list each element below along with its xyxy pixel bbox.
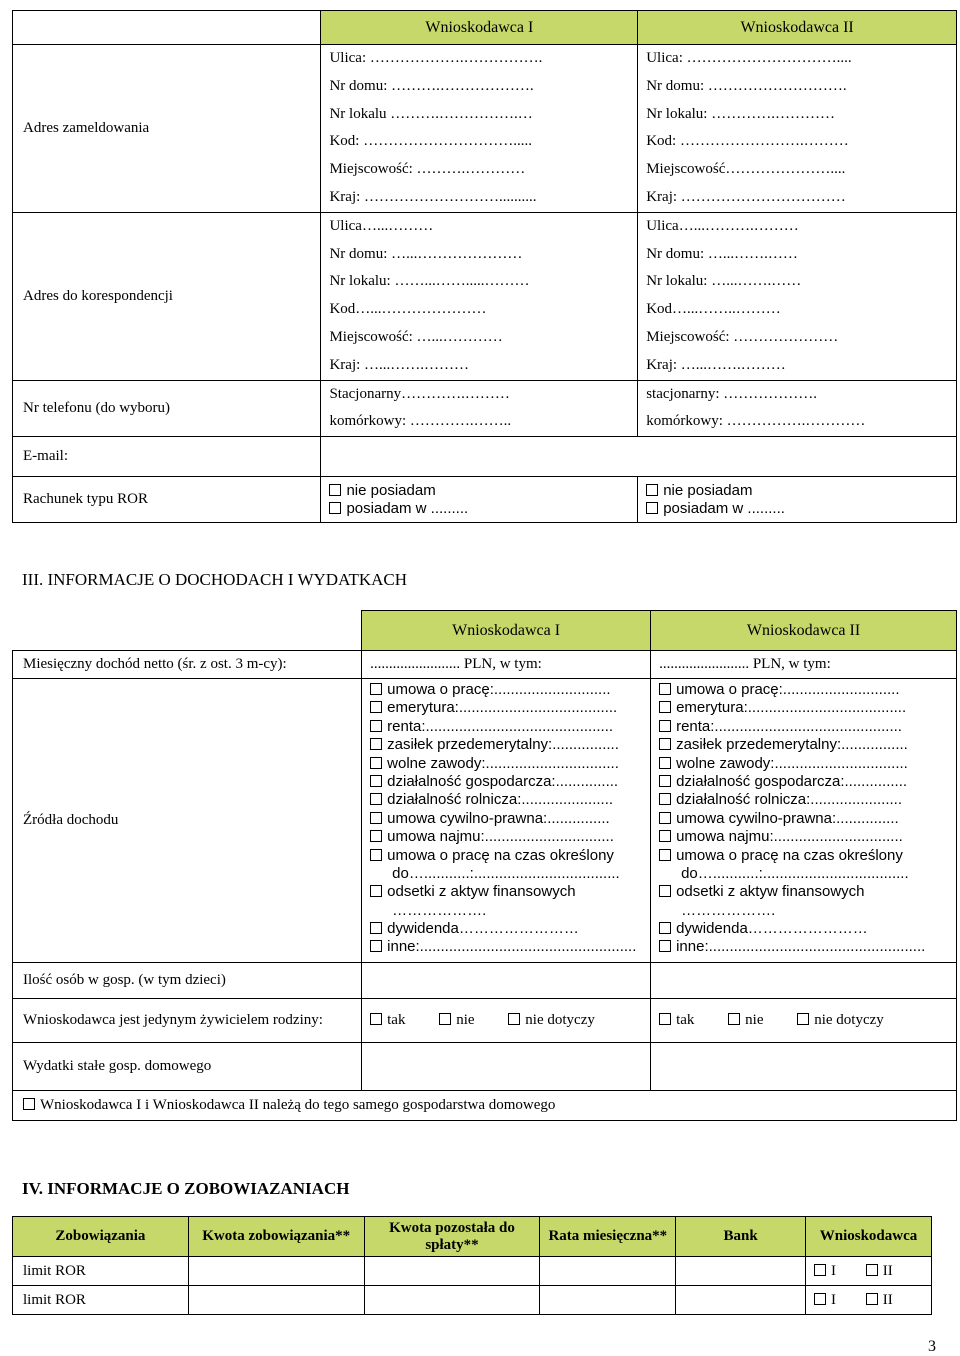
checkbox-icon[interactable] <box>370 793 382 805</box>
city-field[interactable]: Miejscowość………………….... <box>646 161 846 178</box>
house-number-field[interactable]: Nr domu: ……….………………. <box>329 77 534 94</box>
addresses-table <box>12 10 957 523</box>
income-source-label: zasiłek przedemerytalny:................ <box>676 736 908 754</box>
mobile-field[interactable]: komórkowy: ………….…….. <box>329 413 512 430</box>
header-applicant-2: Wnioskodawca II <box>651 611 957 651</box>
income-source-label: umowa cywilno-prawna:............... <box>676 809 899 827</box>
income-source-item[interactable] <box>370 773 650 791</box>
street-field[interactable]: Ulica…...……… <box>329 217 434 234</box>
phone-a2[interactable] <box>638 380 957 437</box>
landline-field[interactable]: stacjonarny: ………………. <box>646 385 818 402</box>
income-source-label: wolne zawody:................................ <box>676 754 908 772</box>
income-source-label: umowa cywilno-prawna:............... <box>387 809 610 827</box>
header-bank: Bank <box>676 1217 806 1257</box>
phone-a1[interactable] <box>321 380 638 437</box>
checkbox-icon[interactable] <box>659 922 671 934</box>
postal-code-field[interactable]: Kod…...……..……… <box>646 301 781 318</box>
checkbox-icon[interactable] <box>659 885 671 897</box>
header-installment: Rata miesięczna** <box>540 1217 676 1257</box>
applicant-cell[interactable]: I II <box>806 1257 932 1286</box>
ror-a1[interactable] <box>321 477 638 523</box>
checkbox-icon[interactable] <box>659 683 671 695</box>
checkbox-icon[interactable] <box>370 940 382 952</box>
street-field[interactable]: Ulica…...……….……… <box>646 217 799 234</box>
income-source-label: emerytura:...................................... <box>387 699 618 717</box>
bank-cell[interactable] <box>676 1257 806 1286</box>
header-amount: Kwota zobowiązania** <box>188 1217 364 1257</box>
income-source-label: emerytura:...................................... <box>676 699 907 717</box>
house-number-field[interactable]: Nr domu: ………………………. <box>646 77 847 94</box>
income-source-label: umowa o pracę:............................ <box>676 681 900 698</box>
house-number-field[interactable]: Nr domu: …...…….…… <box>646 245 798 262</box>
registered-address-label: Adres zameldowania <box>13 45 321 213</box>
household-persons-label: Ilość osób w gosp. (w tym dzieci) <box>13 963 362 999</box>
income-source-item[interactable] <box>370 920 650 938</box>
landline-field[interactable]: Stacjonarny………….……… <box>329 385 510 402</box>
ror-option-has[interactable]: posiadam w ......... <box>646 500 956 518</box>
income-source-label: inne:.................................................... <box>676 938 926 956</box>
income-source-item[interactable] <box>659 847 956 865</box>
postal-code-field[interactable]: Kod: …………………….……… <box>646 133 849 150</box>
checkbox-icon[interactable] <box>646 502 658 514</box>
country-field[interactable]: Kraj: …………………………… <box>646 188 846 205</box>
header-applicant-1: Wnioskodawca I <box>321 11 638 45</box>
flat-number-field[interactable]: Nr lokalu: …...…….…… <box>646 273 802 290</box>
income-source-item[interactable] <box>370 938 650 956</box>
income-source-label: do…...........:................................... <box>392 864 620 882</box>
street-field[interactable]: Ulica: ……………….……………. <box>329 50 543 66</box>
income-source-item[interactable] <box>370 865 650 883</box>
income-source-item[interactable] <box>370 718 650 736</box>
checkbox-icon[interactable] <box>370 757 382 769</box>
flat-number-field[interactable]: Nr lokalu ……….…………….… <box>329 105 533 122</box>
city-field[interactable]: Miejscowość: ………………… <box>646 328 839 345</box>
income-source-item[interactable] <box>659 828 956 846</box>
sole-provider-label: Wnioskodawca jest jedynym żywicielem rodziny: <box>13 999 362 1043</box>
income-source-item[interactable] <box>370 681 650 699</box>
street-field[interactable]: Ulica: ………………………….... <box>646 50 852 66</box>
checkbox-icon[interactable] <box>646 484 658 496</box>
income-source-item[interactable] <box>659 736 956 754</box>
monthly-income-label: Miesięczny dochód netto (śr. z ost. 3 m-cy): <box>13 651 362 679</box>
income-source-item[interactable] <box>370 847 650 865</box>
income-source-label: odsetki z aktyw finansowych <box>676 883 865 901</box>
same-household-row[interactable]: Wnioskodawca I i Wnioskodawca II należą do tego samego gospodarstwa domowego <box>13 1091 957 1121</box>
email-label: E-mail: <box>13 437 321 477</box>
liability-type: limit ROR <box>13 1286 189 1315</box>
checkbox-icon[interactable] <box>329 484 341 496</box>
checkbox-icon[interactable] <box>659 849 671 861</box>
checkbox-icon[interactable] <box>370 885 382 897</box>
monthly-income-a1[interactable]: ........................ PLN, w tym: <box>362 651 651 679</box>
checkbox-icon[interactable] <box>370 720 382 732</box>
income-source-label: umowa najmu:............................... <box>387 828 614 846</box>
page-number: 3 <box>928 1338 936 1355</box>
income-source-item[interactable] <box>659 699 956 717</box>
fixed-expenses-a2[interactable] <box>651 1043 957 1091</box>
checkbox-icon[interactable] <box>659 812 671 824</box>
checkbox-icon[interactable] <box>370 1013 382 1025</box>
income-source-item[interactable] <box>370 755 650 773</box>
phone-label: Nr telefonu (do wyboru) <box>13 380 321 437</box>
checkbox-icon[interactable] <box>370 701 382 713</box>
income-source-label: dywidenda…………………… <box>676 920 868 938</box>
checkbox-icon[interactable] <box>659 757 671 769</box>
checkbox-icon[interactable] <box>659 720 671 732</box>
income-source-item[interactable] <box>659 902 956 920</box>
income-source-item[interactable] <box>659 810 956 828</box>
correspondence-address-label: Adres do korespondencji <box>13 212 321 380</box>
income-source-label: odsetki z aktyw finansowych <box>387 883 576 901</box>
header-applicant: Wnioskodawca <box>806 1217 932 1257</box>
email-field[interactable] <box>321 437 957 477</box>
amount-cell[interactable] <box>188 1257 364 1286</box>
sole-provider-a1[interactable]: tak nie nie dotyczy <box>362 999 651 1043</box>
income-source-label: do…...........:................................... <box>681 864 909 882</box>
checkbox-icon[interactable] <box>370 922 382 934</box>
correspondence-address-a1[interactable] <box>321 212 638 380</box>
income-source-label: działalność rolnicza:...................... <box>676 791 902 809</box>
liability-type: limit ROR <box>13 1257 189 1286</box>
checkbox-icon[interactable] <box>370 812 382 824</box>
checkbox-icon[interactable] <box>797 1013 809 1025</box>
header-applicant-2: Wnioskodawca II <box>638 11 957 45</box>
income-table <box>12 610 957 1121</box>
income-source-label: dywidenda…………………… <box>387 920 579 938</box>
country-field[interactable]: Kraj: …...…….……… <box>329 356 470 373</box>
checkbox-icon[interactable] <box>866 1293 878 1305</box>
table-row <box>13 1257 932 1286</box>
sole-provider-a2[interactable]: tak nie nie dotyczy <box>651 999 957 1043</box>
bank-cell[interactable] <box>676 1286 806 1315</box>
fixed-expenses-label: Wydatki stałe gosp. domowego <box>13 1043 362 1091</box>
income-source-label: działalność gospodarcza:............... <box>387 772 619 790</box>
city-field[interactable]: Miejscowość: …...………… <box>329 328 503 345</box>
income-source-label: działalność gospodarcza:............... <box>676 772 908 790</box>
income-source-item[interactable] <box>659 938 956 956</box>
income-source-item[interactable] <box>659 791 956 809</box>
flat-number-field[interactable]: Nr lokalu: ……...…….....……… <box>329 273 530 290</box>
ror-label: Rachunek typu ROR <box>13 477 321 523</box>
country-field[interactable]: Kraj: …...…….……… <box>646 356 786 373</box>
checkbox-icon[interactable] <box>659 830 671 842</box>
checkbox-icon[interactable] <box>370 775 382 787</box>
installment-cell[interactable] <box>540 1286 676 1315</box>
checkbox-icon[interactable] <box>370 738 382 750</box>
city-field[interactable]: Miejscowość: ……….………… <box>329 161 526 178</box>
checkbox-icon[interactable] <box>659 738 671 750</box>
amount-cell[interactable] <box>188 1286 364 1315</box>
income-source-label: inne:.................................................... <box>387 938 637 956</box>
income-sources-a1[interactable] <box>362 679 651 963</box>
income-source-label: wolne zawody:................................ <box>387 754 619 772</box>
checkbox-icon[interactable] <box>659 775 671 787</box>
household-persons-a2[interactable] <box>651 963 957 999</box>
income-source-item[interactable] <box>659 883 956 901</box>
income-source-label: umowa o pracę na czas określony <box>676 846 903 864</box>
checkbox-icon[interactable] <box>508 1013 520 1025</box>
house-number-field[interactable]: Nr domu: …...………………… <box>329 245 523 262</box>
income-source-label: renta:............................................. <box>676 717 902 735</box>
liabilities-table <box>12 1216 932 1315</box>
checkbox-icon[interactable] <box>439 1013 451 1025</box>
remaining-cell[interactable] <box>364 1286 540 1315</box>
income-source-item[interactable] <box>370 736 650 754</box>
applicant-cell[interactable]: I II <box>806 1286 932 1315</box>
checkbox-icon[interactable] <box>370 849 382 861</box>
ror-option-none[interactable]: nie posiadam <box>329 482 637 500</box>
checkbox-icon[interactable] <box>866 1264 878 1276</box>
income-source-item[interactable] <box>659 773 956 791</box>
income-source-label: umowa najmu:............................... <box>676 828 903 846</box>
table-row <box>13 1286 932 1315</box>
income-source-item[interactable] <box>659 681 956 699</box>
income-source-item[interactable] <box>659 920 956 938</box>
section-4-title: IV. INFORMACJE O ZOBOWIAZANIACH <box>22 1179 350 1198</box>
income-source-label: renta:............................................. <box>387 717 614 735</box>
income-source-item[interactable] <box>370 810 650 828</box>
checkbox-icon[interactable] <box>814 1264 826 1276</box>
checkbox-icon[interactable] <box>728 1013 740 1025</box>
checkbox-icon[interactable] <box>370 683 382 695</box>
checkbox-icon[interactable] <box>370 830 382 842</box>
income-source-item[interactable] <box>370 828 650 846</box>
registered-address-a2[interactable] <box>638 45 957 213</box>
income-source-label: ………………. <box>392 901 487 919</box>
income-sources-label: Źródła dochodu <box>13 679 362 963</box>
flat-number-field[interactable]: Nr lokalu: ………….………… <box>646 105 835 122</box>
correspondence-address-a2[interactable] <box>638 212 957 380</box>
postal-code-field[interactable]: Kod…...………………… <box>329 301 487 318</box>
installment-cell[interactable] <box>540 1257 676 1286</box>
income-source-item[interactable] <box>659 718 956 736</box>
postal-code-field[interactable]: Kod: …………………………..... <box>329 133 532 150</box>
checkbox-icon[interactable] <box>659 940 671 952</box>
income-source-label: zasiłek przedemerytalny:................ <box>387 736 619 754</box>
monthly-income-a2[interactable]: ........................ PLN, w tym: <box>651 651 957 679</box>
header-applicant-1: Wnioskodawca I <box>362 611 651 651</box>
income-source-label: umowa o pracę:............................ <box>387 681 611 698</box>
checkbox-icon[interactable] <box>329 502 341 514</box>
checkbox-icon[interactable] <box>659 701 671 713</box>
income-source-item[interactable] <box>370 902 650 920</box>
income-source-label: ………………. <box>681 901 776 919</box>
mobile-field[interactable]: komórkowy: …………….………… <box>646 413 866 430</box>
income-source-item[interactable] <box>370 883 650 901</box>
income-source-item[interactable] <box>659 755 956 773</box>
income-source-label: umowa o pracę na czas określony <box>387 846 614 864</box>
income-sources-a2[interactable] <box>651 679 957 963</box>
income-source-label: działalność rolnicza:...................... <box>387 791 614 809</box>
header-liability: Zobowiązania <box>13 1217 189 1257</box>
income-source-item[interactable] <box>659 865 956 883</box>
remaining-cell[interactable] <box>364 1257 540 1286</box>
household-persons-a1[interactable] <box>362 963 651 999</box>
ror-option-none[interactable]: nie posiadam <box>646 482 956 500</box>
country-field[interactable]: Kraj: ……………………….......... <box>329 188 537 205</box>
ror-option-has[interactable]: posiadam w ......... <box>329 500 637 518</box>
ror-a2[interactable] <box>638 477 957 523</box>
blank-cell <box>13 611 362 651</box>
fixed-expenses-a1[interactable] <box>362 1043 651 1091</box>
checkbox-icon[interactable] <box>659 793 671 805</box>
checkbox-icon[interactable] <box>23 1098 35 1110</box>
section-3-title: III. INFORMACJE O DOCHODACH I WYDATKACH <box>22 570 408 589</box>
checkbox-icon[interactable] <box>814 1293 826 1305</box>
income-source-item[interactable] <box>370 699 650 717</box>
corner-cell <box>13 11 321 45</box>
registered-address-a1[interactable] <box>321 45 638 213</box>
header-remaining: Kwota pozostała do spłaty** <box>364 1217 540 1257</box>
income-source-item[interactable] <box>370 791 650 809</box>
checkbox-icon[interactable] <box>659 1013 671 1025</box>
